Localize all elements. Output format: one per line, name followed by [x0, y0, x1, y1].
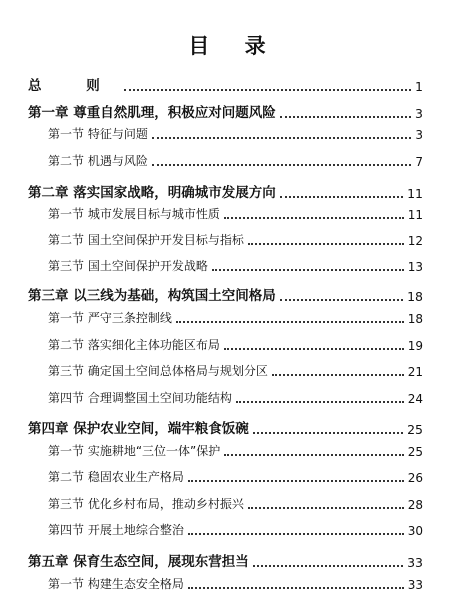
toc-page-number: 11: [407, 186, 423, 201]
toc-chapter-entry[interactable]: [28, 74, 423, 94]
toc-section-entry[interactable]: [28, 231, 423, 248]
toc-page-number: 21: [407, 365, 423, 379]
toc-page-number: 18: [407, 289, 423, 304]
dot-leader: [212, 269, 404, 271]
dot-leader: [253, 432, 403, 434]
dot-leader: [224, 348, 404, 350]
toc-page-number: 12: [407, 234, 423, 248]
dot-leader: [188, 480, 404, 482]
toc-entry-label: 第四节 开展土地综合整治: [48, 523, 184, 537]
toc-section-entry[interactable]: [28, 257, 423, 274]
toc-page-number: 11: [407, 208, 423, 222]
toc-page-number: 33: [407, 555, 423, 570]
toc-section-entry[interactable]: [28, 362, 423, 379]
toc-section-entry[interactable]: [28, 152, 423, 169]
toc-entry-label: 第三节 国土空间保护开发战略: [48, 259, 208, 273]
toc-page-number: 26: [407, 471, 423, 485]
toc-entry-label: 第三节 优化乡村布局，推动乡村振兴: [48, 497, 244, 511]
toc-entry-label: 第二节 落实细化主体功能区布局: [48, 338, 220, 352]
toc-chapter-entry[interactable]: [28, 550, 423, 570]
toc-entry-label: 第一节 实施耕地“三位一体”保护: [48, 444, 221, 458]
toc-page-number: 18: [407, 312, 423, 326]
toc-entry-label: 第二节 国土空间保护开发目标与指标: [48, 233, 244, 247]
toc-page-number: 7: [415, 155, 423, 169]
toc-entry-label: 第一节 城市发展目标与城市性质: [48, 207, 220, 221]
dot-leader: [280, 116, 411, 118]
toc-entry-label: 第一节 构建生态安全格局: [48, 577, 184, 591]
toc-page-number: 19: [407, 339, 423, 353]
toc-section-entry[interactable]: [28, 521, 423, 538]
toc-section-entry[interactable]: [28, 389, 423, 406]
toc-entry-label: 第三节 确定国土空间总体格局与规划分区: [48, 364, 268, 378]
toc-entry-label: 总 则: [28, 78, 120, 94]
toc-entry-label: 第二节 稳固农业生产格局: [48, 470, 184, 484]
toc-page-number: 25: [407, 422, 423, 437]
toc-section-entry[interactable]: [28, 309, 423, 326]
dot-leader: [253, 565, 403, 567]
toc-section-entry[interactable]: [28, 575, 423, 592]
toc-entry-label: 第三章 以三线为基础，构筑国土空间格局: [28, 288, 276, 304]
page-title: 目 录: [188, 33, 280, 58]
dot-leader: [224, 454, 403, 456]
toc-page-number: 33: [407, 578, 423, 592]
toc-chapter-entry[interactable]: [28, 284, 423, 304]
toc-entry-label: 第五章 保育生态空间，展现东营担当: [28, 554, 249, 570]
toc-page-number: 13: [407, 260, 423, 274]
toc-page-number: 25: [407, 445, 423, 459]
toc-chapter-entry[interactable]: [28, 181, 423, 201]
dot-leader: [224, 217, 404, 219]
toc-section-entry[interactable]: [28, 495, 423, 512]
toc-entry-label: 第一节 严守三条控制线: [48, 311, 172, 325]
dot-leader: [280, 196, 403, 198]
toc-page-number: 3: [415, 128, 423, 142]
toc-entry-label: 第一章 尊重自然肌理，积极应对问题风险: [28, 105, 276, 121]
toc-entry-label: 第二节 机遇与风险: [48, 154, 148, 168]
toc-chapter-entry[interactable]: [28, 101, 423, 121]
toc-section-entry[interactable]: [28, 442, 423, 459]
toc-section-entry[interactable]: [28, 336, 423, 353]
toc-section-entry[interactable]: [28, 468, 423, 485]
dot-leader: [236, 401, 404, 403]
dot-leader: [188, 587, 404, 589]
toc-chapter-entry[interactable]: [28, 417, 423, 437]
toc-page-number: 24: [407, 392, 423, 406]
toc-page-number: 3: [415, 106, 423, 121]
toc-entry-label: 第二章 落实国家战略，明确城市发展方向: [28, 185, 276, 201]
dot-leader: [280, 299, 403, 301]
dot-leader: [248, 507, 404, 509]
toc-page-number: 30: [407, 524, 423, 538]
toc-page-number: 28: [407, 498, 423, 512]
dot-leader: [248, 243, 404, 245]
dot-leader: [272, 374, 404, 376]
toc-entry-label: 第四章 保护农业空间，端牢粮食饭碗: [28, 421, 249, 437]
dot-leader: [124, 89, 411, 91]
toc-entry-label: 第四节 合理调整国土空间功能结构: [48, 391, 232, 405]
dot-leader: [152, 164, 412, 166]
dot-leader: [152, 137, 412, 139]
dot-leader: [176, 321, 404, 323]
toc-entry-label: 第一节 特征与问题: [48, 127, 148, 141]
toc-section-entry[interactable]: [28, 125, 423, 142]
toc-section-entry[interactable]: [28, 205, 423, 222]
dot-leader: [188, 533, 404, 535]
toc-page-number: 1: [415, 79, 423, 94]
